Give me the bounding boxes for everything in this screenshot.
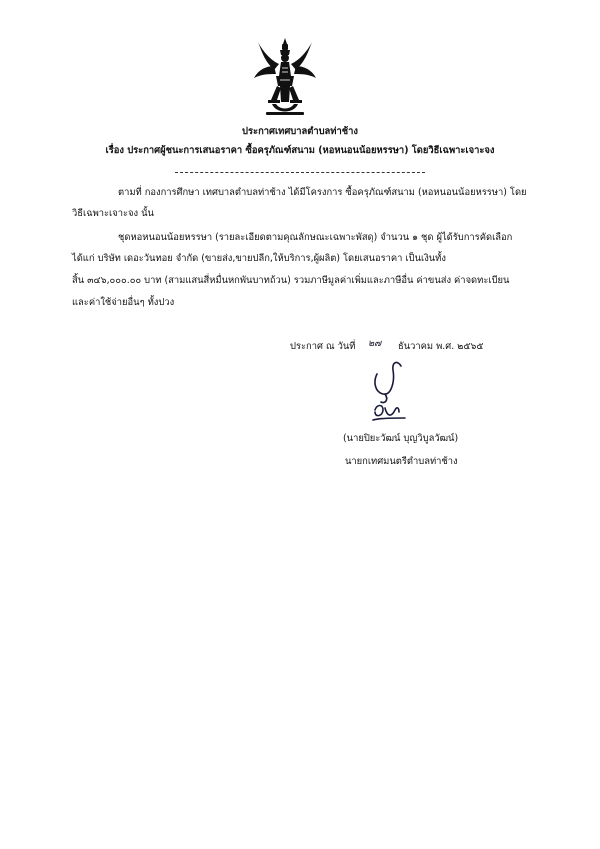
announcement-title: ประกาศเทศบาลตำบลท่าช้าง [242, 126, 358, 137]
paragraph-1-line-2: วิธีเฉพาะเจาะจง นั้น [72, 208, 154, 219]
paragraph-2-line-2: ได้แก่ บริษัท เดอะวันทอย จำกัด (ขายส่ง,ขายปลีก,ให้บริการ,ผู้ผลิต) โดยเสนอราคา เป็นเงินทั้ง [72, 253, 446, 264]
signature-icon [355, 352, 425, 427]
paragraph-1-line-1: ตามที่ กองการศึกษา เทศบาลตำบลท่าช้าง ได้มีโครงการ ซื้อครุภัณฑ์สนาม (หอหนอนน้อยหรรษา) โดย [118, 187, 527, 198]
signatory-position: นายกเทศมนตรีตำบลท่าช้าง [345, 456, 458, 467]
paragraph-2-line-4: และค่าใช้จ่ายอื่นๆ ทั้งปวง [72, 297, 175, 308]
separator-line [175, 172, 425, 173]
paragraph-2-line-3: สิ้น ๓๔๖,๐๐๐.๐๐ บาท (สามแสนสี่หมื่นหกพันบาทถ้วน) รวมภาษีมูลค่าเพิ่มและภาษีอื่น ค่าขนส่ง ค่าจดทะเบียน [72, 275, 510, 286]
garuda-emblem-icon [252, 36, 318, 120]
signatory-name: (นายปิยะวัฒน์ บุญวิบูลวัฒน์) [343, 433, 459, 444]
date-day-handwritten: ๒๗ [368, 338, 382, 349]
paragraph-2-line-1: ชุดหอหนอนน้อยหรรษา (รายละเอียดตามคุณลักษณะเฉพาะพัสดุ) จำนวน ๑ ชุด ผู้ได้รับการคัดเลือก [118, 232, 513, 243]
announcement-subject: เรื่อง ประกาศผู้ชนะการเสนอราคา ซื้อครุภัณฑ์สนาม (หอหนอนน้อยหรรษา) โดยวิธีเฉพาะเจาะจง [105, 145, 495, 156]
date-suffix: ธันวาคม พ.ศ. ๒๕๖๕ [398, 341, 484, 352]
date-prefix: ประกาศ ณ วันที่ [290, 341, 356, 352]
